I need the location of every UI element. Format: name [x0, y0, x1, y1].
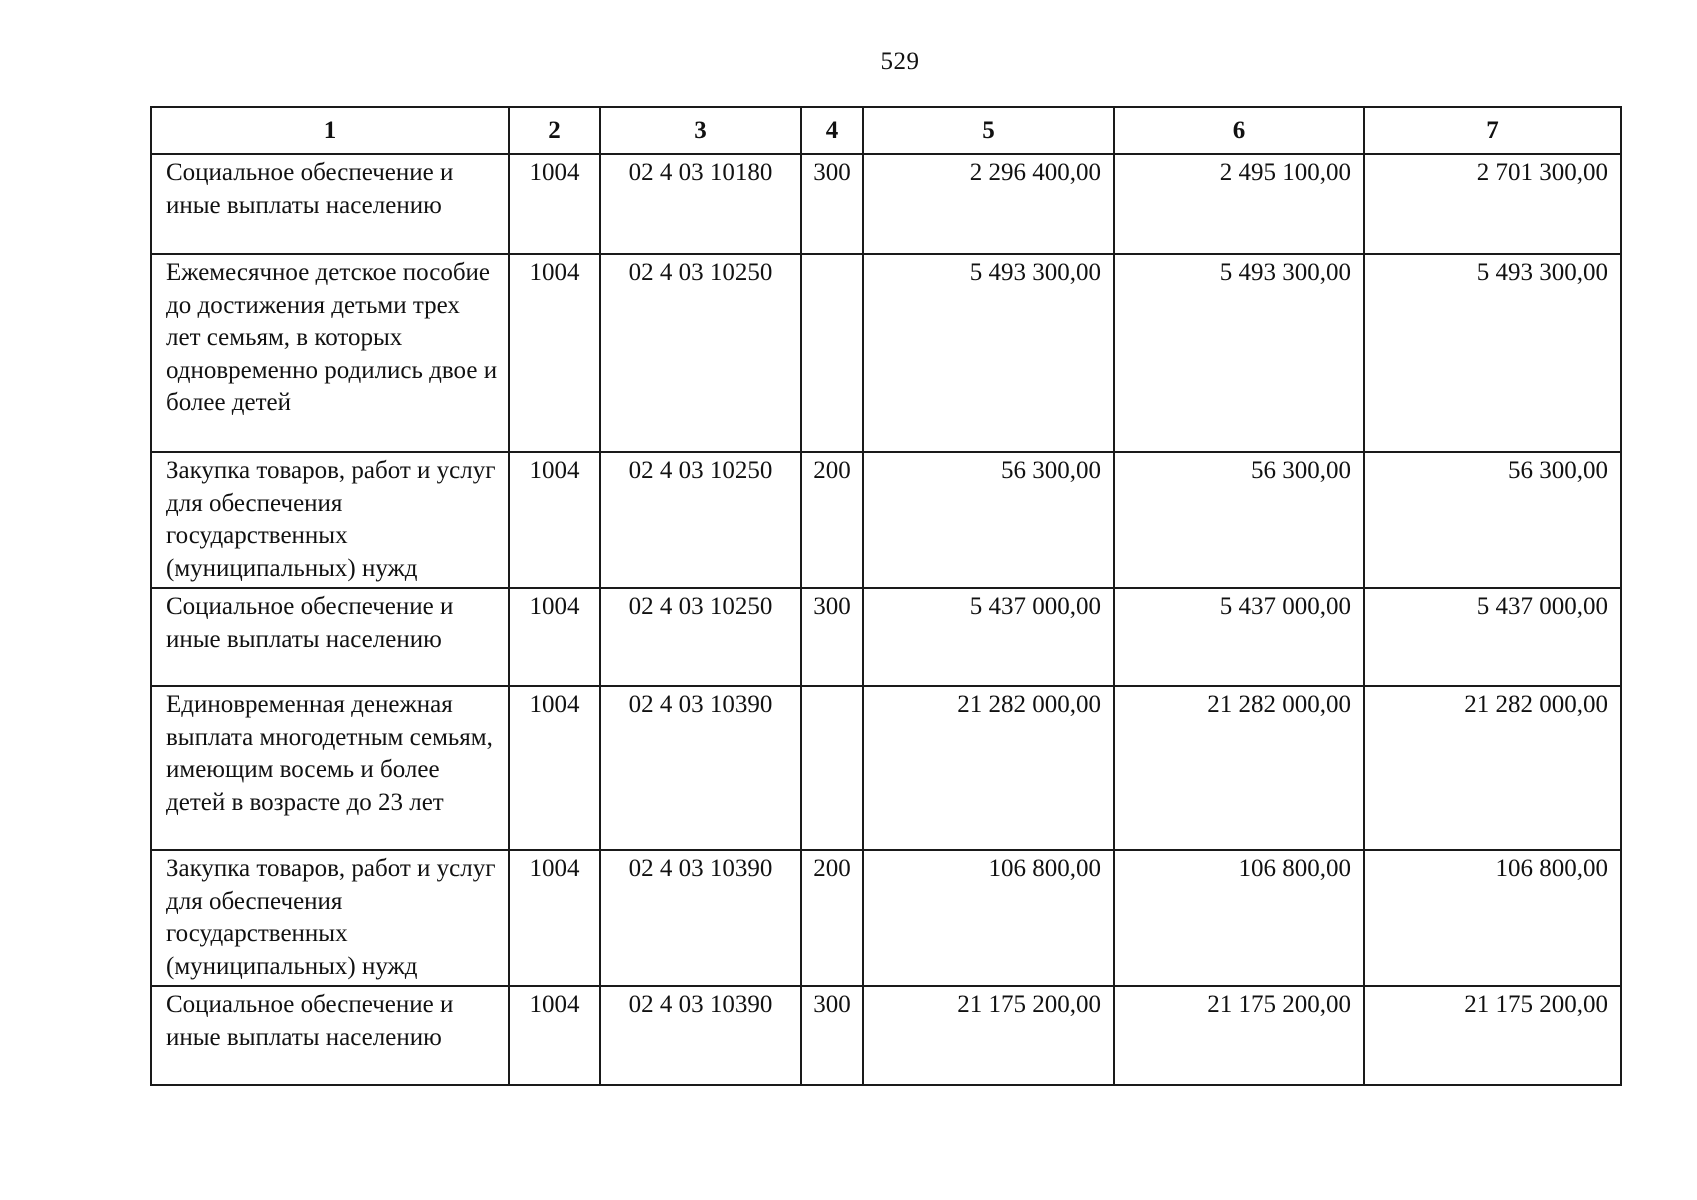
column-header: 7: [1364, 107, 1621, 154]
column-header: 2: [509, 107, 600, 154]
expense-type-cell: [801, 254, 863, 452]
amount-year2-cell: 21 175 200,00: [1114, 986, 1364, 1085]
row-name-cell: Закупка товаров, работ и услуг для обеспечения государственных (муниципальных) нужд: [151, 850, 509, 986]
amount-year3-cell: 5 493 300,00: [1364, 254, 1621, 452]
column-header: 1: [151, 107, 509, 154]
amount-year2-cell: 5 493 300,00: [1114, 254, 1364, 452]
amount-year3-cell: 2 701 300,00: [1364, 154, 1621, 254]
expense-type-cell: [801, 686, 863, 850]
amount-year2-cell: 56 300,00: [1114, 452, 1364, 588]
section-code-cell: 1004: [509, 850, 600, 986]
row-name-cell: Ежемесячное детское пособие до достижения детьми трех лет семьям, в которых одновременно родились двое и более детей: [151, 254, 509, 452]
target-code-cell: 02 4 03 10390: [600, 686, 801, 850]
table-row: [151, 254, 1621, 452]
amount-year1-cell: 21 282 000,00: [863, 686, 1114, 850]
expense-type-cell: 200: [801, 452, 863, 588]
target-code-cell: 02 4 03 10390: [600, 986, 801, 1085]
expense-type-cell: 200: [801, 850, 863, 986]
amount-year1-cell: 5 493 300,00: [863, 254, 1114, 452]
expense-type-cell: 300: [801, 154, 863, 254]
column-header: 6: [1114, 107, 1364, 154]
table-row: [151, 850, 1621, 986]
amount-year3-cell: 21 175 200,00: [1364, 986, 1621, 1085]
table-row: [151, 588, 1621, 686]
row-name-cell: Социальное обеспечение и иные выплаты населению: [151, 588, 509, 686]
section-code-cell: 1004: [509, 986, 600, 1085]
column-header: 4: [801, 107, 863, 154]
table-row: [151, 452, 1621, 588]
section-code-cell: 1004: [509, 588, 600, 686]
target-code-cell: 02 4 03 10180: [600, 154, 801, 254]
amount-year3-cell: 5 437 000,00: [1364, 588, 1621, 686]
amount-year2-cell: 106 800,00: [1114, 850, 1364, 986]
amount-year1-cell: 5 437 000,00: [863, 588, 1114, 686]
budget-table-container: [150, 106, 1620, 1086]
amount-year2-cell: 5 437 000,00: [1114, 588, 1364, 686]
target-code-cell: 02 4 03 10250: [600, 588, 801, 686]
amount-year1-cell: 2 296 400,00: [863, 154, 1114, 254]
target-code-cell: 02 4 03 10390: [600, 850, 801, 986]
amount-year1-cell: 21 175 200,00: [863, 986, 1114, 1085]
section-code-cell: 1004: [509, 254, 600, 452]
row-name-cell: Социальное обеспечение и иные выплаты населению: [151, 154, 509, 254]
table-header-row: [151, 107, 1621, 154]
row-name-cell: Закупка товаров, работ и услуг для обеспечения государственных (муниципальных) нужд: [151, 452, 509, 588]
page-number: 529: [880, 48, 920, 75]
row-name-cell: Социальное обеспечение и иные выплаты населению: [151, 986, 509, 1085]
section-code-cell: 1004: [509, 154, 600, 254]
expense-type-cell: 300: [801, 986, 863, 1085]
column-header: 5: [863, 107, 1114, 154]
amount-year3-cell: 21 282 000,00: [1364, 686, 1621, 850]
row-name-cell: Единовременная денежная выплата многодетным семьям, имеющим восемь и более детей в возрасте до 23 лет: [151, 686, 509, 850]
table-row: [151, 986, 1621, 1085]
expense-type-cell: 300: [801, 588, 863, 686]
amount-year3-cell: 106 800,00: [1364, 850, 1621, 986]
target-code-cell: 02 4 03 10250: [600, 254, 801, 452]
column-header: 3: [600, 107, 801, 154]
budget-table: [150, 106, 1622, 1086]
amount-year3-cell: 56 300,00: [1364, 452, 1621, 588]
table-row: [151, 154, 1621, 254]
amount-year2-cell: 21 282 000,00: [1114, 686, 1364, 850]
amount-year2-cell: 2 495 100,00: [1114, 154, 1364, 254]
target-code-cell: 02 4 03 10250: [600, 452, 801, 588]
section-code-cell: 1004: [509, 686, 600, 850]
section-code-cell: 1004: [509, 452, 600, 588]
table-row: [151, 686, 1621, 850]
amount-year1-cell: 106 800,00: [863, 850, 1114, 986]
amount-year1-cell: 56 300,00: [863, 452, 1114, 588]
